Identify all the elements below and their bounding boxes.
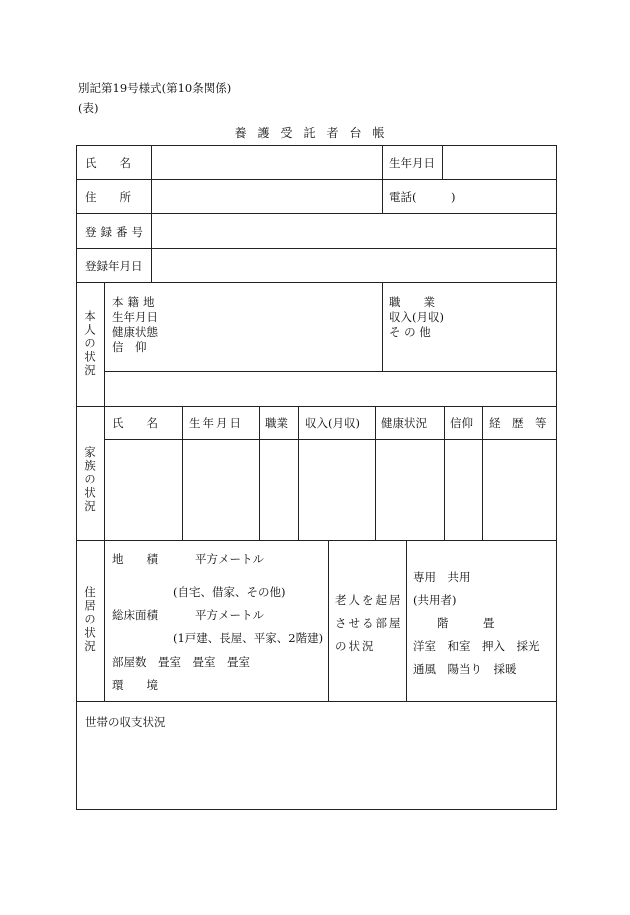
domicile-label: 本籍地 [112, 295, 159, 309]
sharer-label: (共用者) [413, 593, 457, 607]
personal-birthdate-label: 生年月日 [112, 310, 158, 324]
registration-number-label: 登録番号 [85, 225, 147, 239]
family-col-occupation: 職業 [265, 416, 288, 430]
room-types-label: 洋室 和室 押入 採光 [413, 639, 540, 653]
rooms-label: 部屋数 畳室 畳室 畳室 [112, 655, 250, 669]
occupation-label: 職 業 [389, 295, 435, 309]
elder-room-label-3: の状況 [335, 639, 376, 653]
shared-use-label: 専用 共用 [413, 570, 471, 584]
registration-date-label: 登録年月日 [85, 259, 143, 273]
family-col-history: 経 歴 等 [489, 416, 547, 430]
floor-area-unit: 平方メートル [195, 608, 264, 622]
document-title: 養護受託者台帳 [234, 126, 396, 140]
family-col-name: 氏 名 [112, 416, 158, 430]
name-label: 氏 名 [85, 156, 131, 170]
income-label: 収入(月収) [389, 310, 444, 324]
elder-room-label-1: 老人を起居 [335, 593, 403, 607]
other-label: そ の 他 [389, 325, 431, 339]
registry-form [76, 145, 557, 810]
floor-tatami-label: 階 畳 [437, 616, 495, 630]
form-number: 別記第19号様式(第10条関係) [78, 81, 232, 95]
health-label: 健康状態 [112, 325, 158, 339]
family-col-faith: 信仰 [450, 416, 473, 430]
household-income-expense-label: 世帯の収支状況 [85, 715, 166, 729]
address-label: 住 所 [85, 190, 131, 204]
family-section-label: 家族の状況 [83, 446, 97, 514]
land-area-label: 地 積 [112, 552, 158, 566]
ventilation-label: 通風 陽当り 採暖 [413, 662, 517, 676]
faith-label: 信 仰 [112, 340, 147, 354]
building-type-options: (1戸建、長屋、平家、2階建) [173, 631, 324, 645]
ownership-options: (自宅、借家、その他) [173, 585, 286, 599]
land-area-unit: 平方メートル [195, 552, 264, 566]
phone-label: 電話( ) [389, 190, 456, 204]
family-col-income: 収入(月収) [305, 416, 360, 430]
environment-label: 環 境 [112, 678, 158, 692]
floor-area-label: 総床面積 [112, 608, 158, 622]
birthdate-label: 生年月日 [389, 156, 435, 170]
family-col-health: 健康状況 [381, 416, 427, 430]
elder-room-label-2: させる部屋 [335, 616, 403, 630]
family-col-birthdate: 生年月日 [189, 416, 243, 430]
form-side-label: (表) [78, 101, 99, 115]
personal-section-label: 本人の状況 [83, 310, 97, 378]
housing-section-label: 住居の状況 [83, 586, 97, 654]
